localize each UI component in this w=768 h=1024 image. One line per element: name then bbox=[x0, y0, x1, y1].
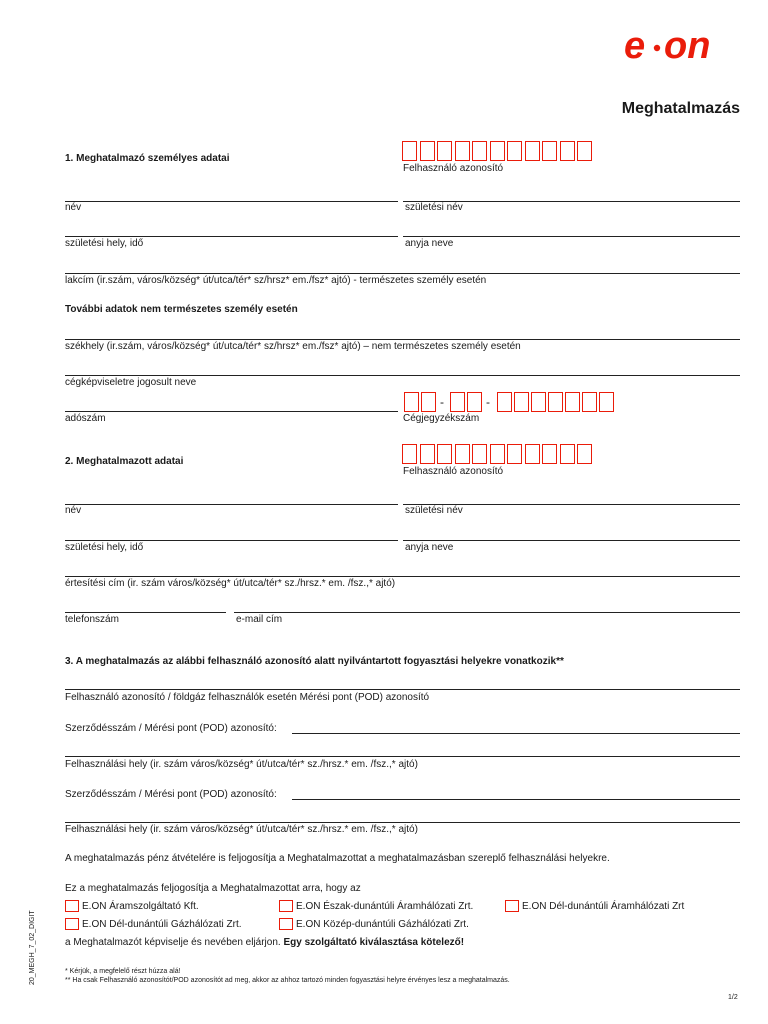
provider-label-0: E.ON Áramszolgáltató Kft. bbox=[82, 901, 199, 912]
email-label: e-mail cím bbox=[236, 614, 283, 625]
contract-field-2[interactable] bbox=[292, 799, 740, 800]
seat-label: székhely (ir.szám, város/község* út/utca/tér* sz/hrsz* em./fsz* ajtó) – nem természetes személy esetén bbox=[65, 341, 521, 352]
page-title: Meghatalmazás bbox=[621, 100, 740, 117]
address-field-1[interactable] bbox=[65, 273, 740, 274]
phone-field[interactable] bbox=[65, 612, 226, 613]
provider-checkbox-0[interactable] bbox=[65, 900, 79, 912]
notify-address-label: értesítési cím (ir. szám város/község* út/utca/tér* sz./hrsz.* em. /fsz.,* ajtó) bbox=[65, 578, 396, 589]
user-id-label-2: Felhasználó azonosító bbox=[403, 466, 504, 477]
address-label-1: lakcím (ir.szám, város/község* út/utca/tér* sz/hrsz* em./fsz* ajtó) - természetes személy esetén bbox=[65, 275, 487, 286]
provider-checkbox-4[interactable] bbox=[279, 918, 293, 930]
section3-heading: 3. A meghatalmazás az alábbi felhasználó azonosító alatt nyilvántartott fogyasztási helyekre vonatkozik** bbox=[65, 656, 564, 667]
mother-name-label-2: anyja neve bbox=[405, 542, 454, 553]
phone-label: telefonszám bbox=[65, 614, 119, 625]
name-field-1[interactable] bbox=[65, 201, 398, 202]
provider-label-1: E.ON Észak-dunántúli Áramhálózati Zrt. bbox=[296, 901, 474, 912]
place-field-1[interactable] bbox=[65, 756, 740, 757]
provider-checkbox-1[interactable] bbox=[279, 900, 293, 912]
notify-address-field[interactable] bbox=[65, 576, 740, 577]
authorizes-text: Ez a meghatalmazás feljogosítja a Meghatalmazottat arra, hogy az bbox=[65, 883, 361, 894]
section2-heading: 2. Meghatalmazott adatai bbox=[65, 456, 184, 467]
contract-label-2: Szerződésszám / Mérési pont (POD) azonosító: bbox=[65, 789, 277, 800]
contract-label-1: Szerződésszám / Mérési pont (POD) azonosító: bbox=[65, 723, 277, 734]
page-number: 1/2 bbox=[728, 994, 738, 1001]
birth-place-field-1[interactable] bbox=[65, 236, 398, 237]
company-reg-label: Cégjegyzékszám bbox=[403, 413, 480, 424]
company-reg-boxes[interactable]: - - bbox=[404, 392, 616, 414]
representative-field[interactable] bbox=[65, 375, 740, 376]
representative-label: cégképviseletre jogosult neve bbox=[65, 377, 197, 388]
mother-name-field-2[interactable] bbox=[403, 540, 740, 541]
place-label-1: Felhasználási hely (ir. szám város/község* út/utca/tér* sz./hrsz.* em. /fsz.,* ajtó) bbox=[65, 759, 418, 770]
user-id-boxes-2[interactable] bbox=[402, 444, 596, 466]
provider-label-4: E.ON Közép-dunántúli Gázhálózati Zrt. bbox=[296, 919, 469, 930]
user-id-pod-label: Felhasználó azonosító / földgáz felhasználók esetén Mérési pont (POD) azonosító bbox=[65, 692, 430, 703]
mother-name-field-1[interactable] bbox=[403, 236, 740, 237]
footnote-1: * Kérjük, a megfelelő részt húzza alá! bbox=[65, 968, 181, 975]
svg-text:e: e bbox=[624, 26, 646, 66]
user-id-pod-field[interactable] bbox=[65, 689, 740, 690]
extra-heading: További adatok nem természetes személy esetén bbox=[65, 304, 298, 315]
user-id-label-1: Felhasználó azonosító bbox=[403, 163, 504, 174]
money-text: A meghatalmazás pénz átvételére is feljogosítja a Meghatalmazottat a meghatalmazásban szereplő felhasználási helyekre. bbox=[65, 853, 610, 864]
tax-number-label: adószám bbox=[65, 413, 106, 424]
seat-field[interactable] bbox=[65, 339, 740, 340]
represent-line bbox=[65, 937, 464, 949]
provider-checkbox-3[interactable] bbox=[65, 918, 79, 930]
birth-name-label-1: születési név bbox=[405, 202, 463, 213]
provider-label-2: E.ON Dél-dunántúli Áramhálózati Zrt bbox=[522, 901, 685, 912]
place-field-2[interactable] bbox=[65, 822, 740, 823]
name-label-2: név bbox=[65, 505, 82, 516]
user-id-boxes-1[interactable] bbox=[402, 141, 596, 163]
name-label-1: név bbox=[65, 202, 82, 213]
footnote-2: ** Ha csak Felhasználó azonosítót/POD azonosítót ad meg, akkor az ahhoz tartozó minden fogyasztási helyre érvényes lesz a meghatalmazás. bbox=[65, 977, 510, 984]
birth-place-label-2: születési hely, idő bbox=[65, 542, 144, 553]
side-code: 20_MEGH_7_02_DIGIT bbox=[29, 910, 36, 985]
section1-heading: 1. Meghatalmazó személyes adatai bbox=[65, 153, 230, 164]
birth-place-field-2[interactable] bbox=[65, 540, 398, 541]
represent-bold: Egy szolgáltató kiválasztása kötelező! bbox=[283, 937, 465, 948]
svg-text:on: on bbox=[664, 26, 711, 66]
contract-field-1[interactable] bbox=[292, 733, 740, 734]
represent-text: a Meghatalmazót képviselje és nevében eljárjon. bbox=[65, 937, 281, 948]
birth-place-label-1: születési hely, idő bbox=[65, 238, 144, 249]
birth-name-label-2: születési név bbox=[405, 505, 463, 516]
eon-logo bbox=[622, 26, 742, 66]
mother-name-label-1: anyja neve bbox=[405, 238, 454, 249]
provider-label-3: E.ON Dél-dunántúli Gázhálózati Zrt. bbox=[82, 919, 242, 930]
tax-number-field[interactable] bbox=[65, 411, 398, 412]
place-label-2: Felhasználási hely (ir. szám város/község* út/utca/tér* sz./hrsz.* em. /fsz.,* ajtó) bbox=[65, 824, 418, 835]
email-field[interactable] bbox=[234, 612, 740, 613]
provider-checkbox-2[interactable] bbox=[505, 900, 519, 912]
name-field-2[interactable] bbox=[65, 504, 398, 505]
